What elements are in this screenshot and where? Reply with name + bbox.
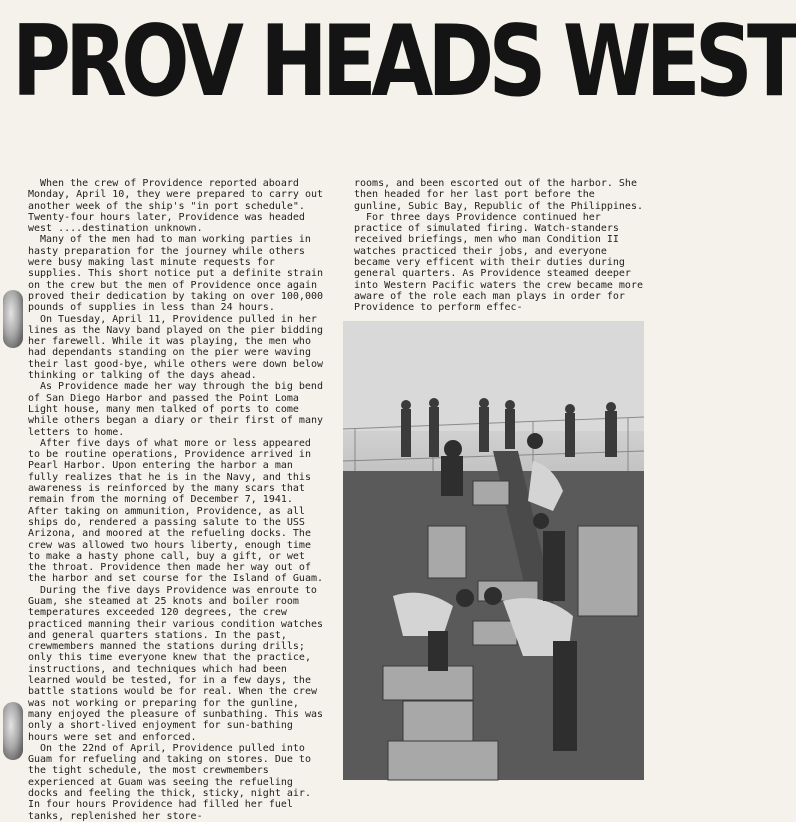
photo-illustration	[343, 321, 644, 780]
article-paragraph: rooms, and been escorted out of the harbor. She then headed for her last port before the gunline, Subic Bay, Republic of the Philippines.	[354, 178, 643, 212]
article-paragraph: After five days of what more or less appeared to be routine operations, Providence arrived in Pearl Harbor. Upon entering the harbor a man fully realizes that he is in the Navy, and this awareness is reinforced by the many scars that remain from the morning of December 7, 1941. After taking on ammunition, Providence, as all ships do, rendered a passing salute to the USS Arizona, and moored at the refueling docks. The crew was allowed two hours liberty, enough time to make a hasty phone call, buy a gift, or wet the throat. Providence then made her way out of the harbor and set course for the Island of Guam.	[28, 437, 324, 585]
headline: PROV HEADS WEST	[12, 5, 796, 119]
article-paragraph: As Providence made her way through the big bend of San Diego Harbor and passed the Point Loma Light house, many men talked of ports to come while others began a diary or their first of many letters to home.	[28, 381, 324, 438]
article-paragraph: For three days Providence continued her practice of simulated firing. Watch-standers received briefings, men who man Condition II watches practiced their jobs, and everyone became very efficent with their duties during general quarters. As Providence steamed deeper into Western Pacific waters the crew became more aware of the role each man plays in order for Providence to perform effec-	[354, 211, 643, 314]
article-paragraph: During the five days Providence was enroute to Guam, she steamed at 25 knots and boiler room temperatures exceeded 120 degrees, the crew practiced manning their various condition watches and general quarters stations. In the past, crewmembers manned the stations during drills; only this time everyone knew that the practice, instructions, and techniques which had been learned would be tested, for in a few days, the battle stations would be for real. When the crew was not working or preparing for the gunline, many enjoyed the pleasure of sunbathing. This was only a short-lived enjoyment for sun-bathing hours were set and enforced.	[28, 584, 324, 743]
loading-stores-photo	[343, 321, 644, 780]
article-right-column	[354, 178, 644, 314]
article-paragraph: On the 22nd of April, Providence pulled into Guam for refueling and taking on stores. Due to the tight schedule, the most crewmembers experienced at Guam was seeing the refueling docks and feeling the thick, sticky, night air. In four hours Providence had filled her fuel tanks, replenished her store-	[28, 742, 311, 822]
article-paragraph: Many of the men had to man working parties in hasty preparation for the journey while others were busy making last minute requests for supplies. This short notice put a definite strain on the crew but the men of Providence once again proved their dedication by taking on over 100,000 pounds of supplies in less than 24 hours.	[28, 234, 324, 314]
article-paragraph: When the crew of Providence reported aboard Monday, April 10, they were prepared to carry out another week of the ship's "in port schedule". Twenty-four hours later, Providence was headed west ....destination unknown.	[28, 178, 324, 235]
article-paragraph: On Tuesday, April 11, Providence pulled in her lines as the Navy band played on the pier bidding her farewell. While it was playing, the men who had dependants standing on the pier were waving their last good-bye, while others were down below thinking or talking of the days ahead.	[28, 313, 324, 382]
binder-hole	[3, 290, 23, 348]
binder-hole	[3, 702, 23, 760]
article-left-column	[28, 178, 328, 822]
